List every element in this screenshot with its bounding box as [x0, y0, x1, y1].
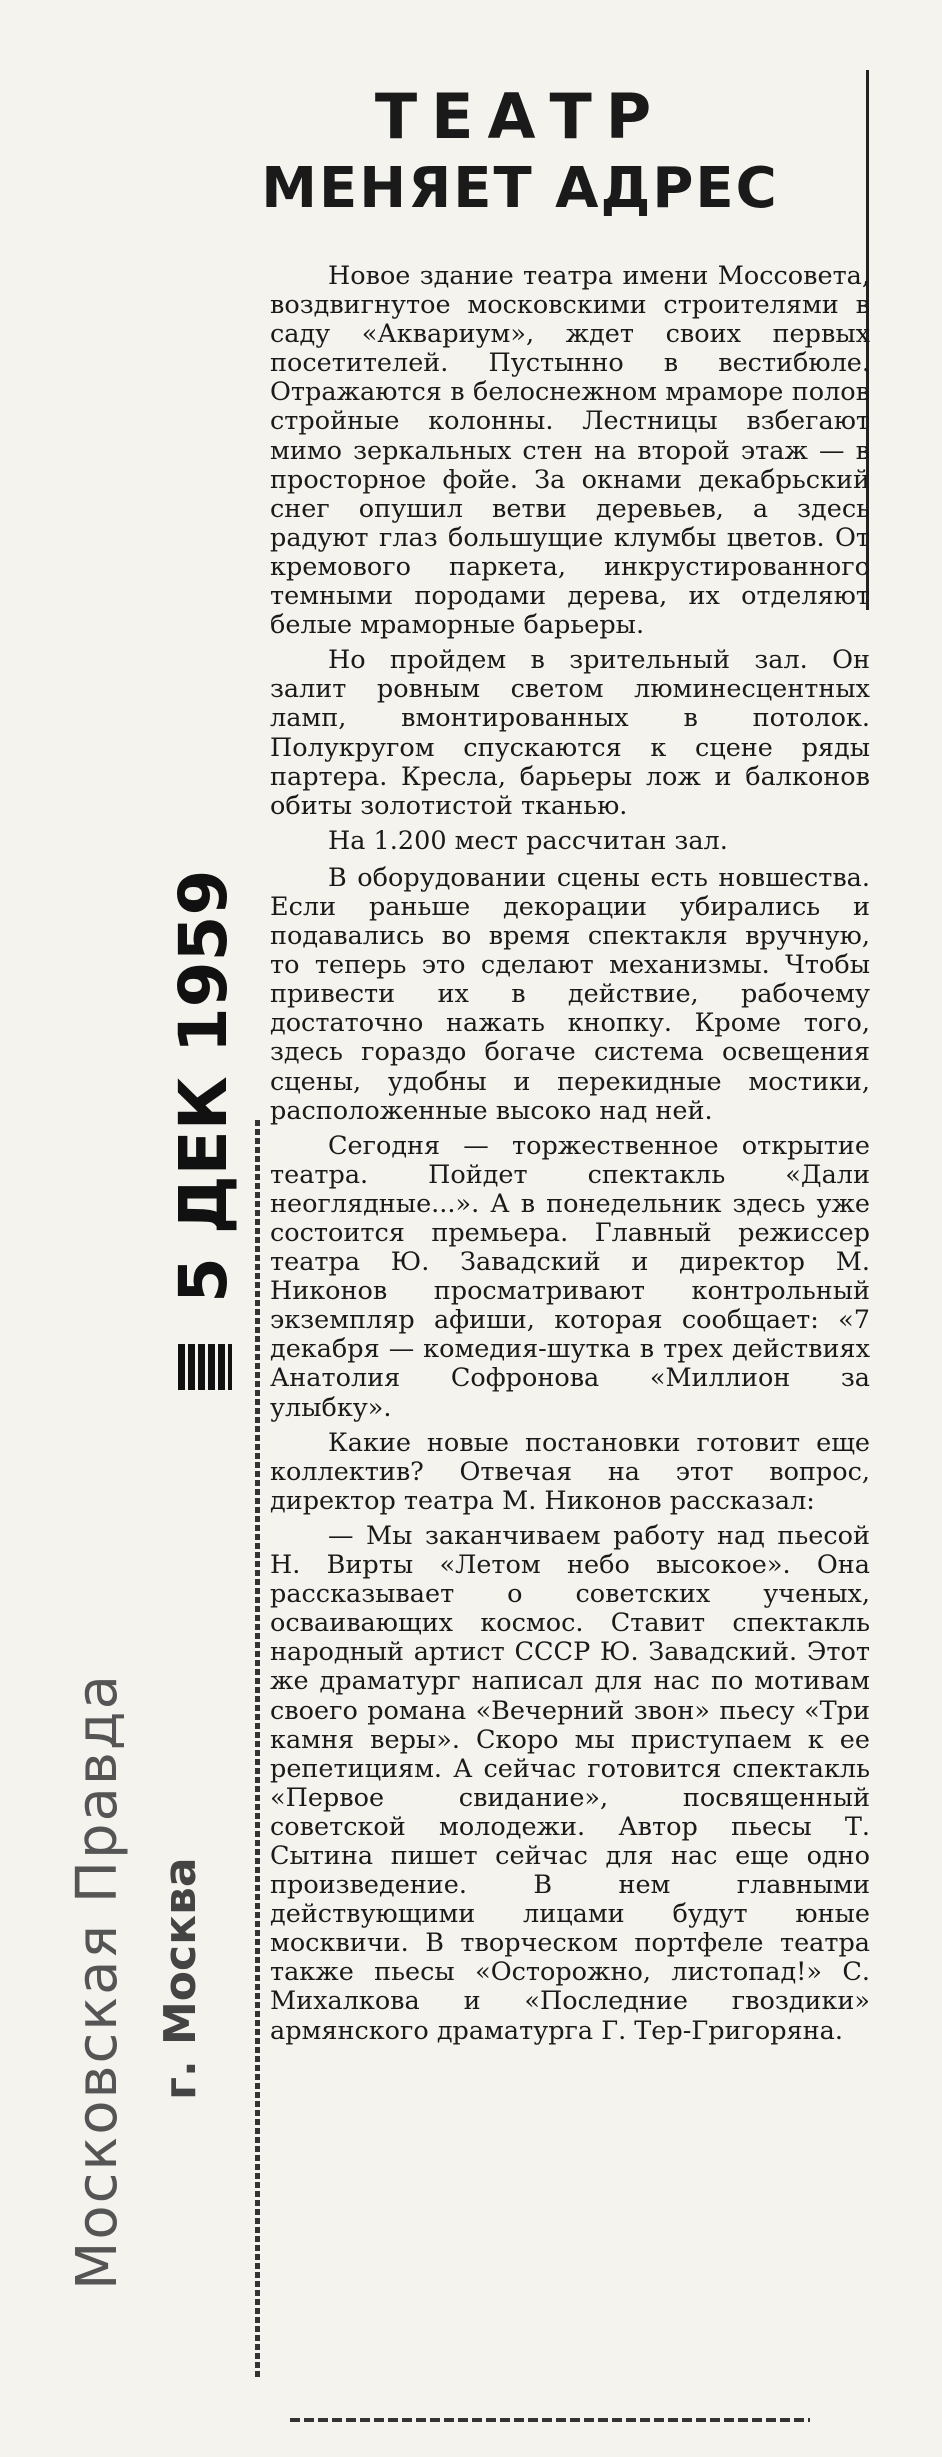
article-paragraph-5: Сегодня — торжественное открытие театра. Пойдет спектакль «Дали неоглядные...». А в понедельник здесь уже состоится премьера. Главный режиссер театра Ю. Завадский и директор М. Никонов просматривают контрольный экземпляр афиши, которая сообщает: «7 декабря — комедия-шутка в трех действиях Анатолия Софронова «Миллион за улыбку».	[270, 1130, 870, 1423]
headline-line-2: МЕНЯЕТ АДРЕС	[261, 156, 779, 221]
article-paragraph-7: — Мы заканчиваем работу над пьесой Н. Вирты «Летом небо высокое». Она рассказывает о советских ученых, осваивающих космос. Ставит спектакль народный артист СССР Ю. Завадский. Этот же драматург написал для нас по мотивам своего романа «Вечерний звон» пьесу «Три камня веры». Скоро мы приступаем к ее репетициям. А сейчас готовится спектакль «Первое свидание», посвященный советской молодежи. Автор пьесы Т. Сытина пишет сейчас для нас еще одно произведение. В нем главными действующими лицами будут юные москвичи. В творческом портфеле театра также пьесы «Осторожно, листопад!» С. Михалкова и «Последние гвоздики» армянского драматурга Г. Тер-Григоряна.	[270, 1520, 870, 2046]
bottom-separator	[290, 2418, 810, 2422]
article-body	[270, 262, 870, 2052]
column-separator	[255, 1120, 260, 2380]
city-name: г. Москва	[155, 1857, 206, 2100]
article-paragraph-2: Но пройдем в зрительный зал. Он залит ровным светом люминесцентных ламп, вмонтированных в потолок. Полукругом спускаются к сцене ряды партера. Кресла, барьеры лож и балконов обиты золотистой тканью.	[270, 645, 870, 821]
stamp-date-rest: ДЕК 1959	[165, 869, 242, 1235]
stamp-date-number: 5	[165, 1257, 242, 1304]
article-paragraph-6: Какие новые постановки готовит еще коллектив? Отвечая на этот вопрос, директор театра М. Никонов рассказал:	[270, 1427, 870, 1516]
stamp-mark-icon	[178, 1344, 232, 1390]
article-paragraph-3: На 1.200 мест рассчитан зал.	[328, 825, 728, 856]
headline-line-1: ТЕАТР	[374, 80, 666, 153]
stamp-date	[165, 870, 242, 1390]
article-paragraph-1: Новое здание театра имени Моссовета, воздвигнутое московскими строителями в саду «Аквариум», ждет своих первых посетителей. Пустынно в вестибюле. Отражаются в белоснежном мраморе полов стройные колонны. Лестницы взбегают мимо зеркальных стен на второй этаж — в просторное фойе. За окнами декабрьский снег опушил ветви деревьев, а здесь радуют глаз большущие клумбы цветов. От кремового паркета, инкрустированного темными породами дерева, их отделяют белые мраморные барьеры.	[270, 261, 870, 641]
headline	[190, 80, 850, 224]
article-paragraph-4: В оборудовании сцены есть новшества. Если раньше декорации убирались и подавались во время спектакля вручную, то теперь это сделают механизмы. Чтобы привести их в действие, рабочему достаточно нажать кнопку. Кроме того, здесь гораздо богаче система освещения сцены, удобны и перекидные мостики, расположенные высоко над ней.	[270, 862, 870, 1126]
newspaper-name: Московская Правда	[65, 1673, 130, 2290]
